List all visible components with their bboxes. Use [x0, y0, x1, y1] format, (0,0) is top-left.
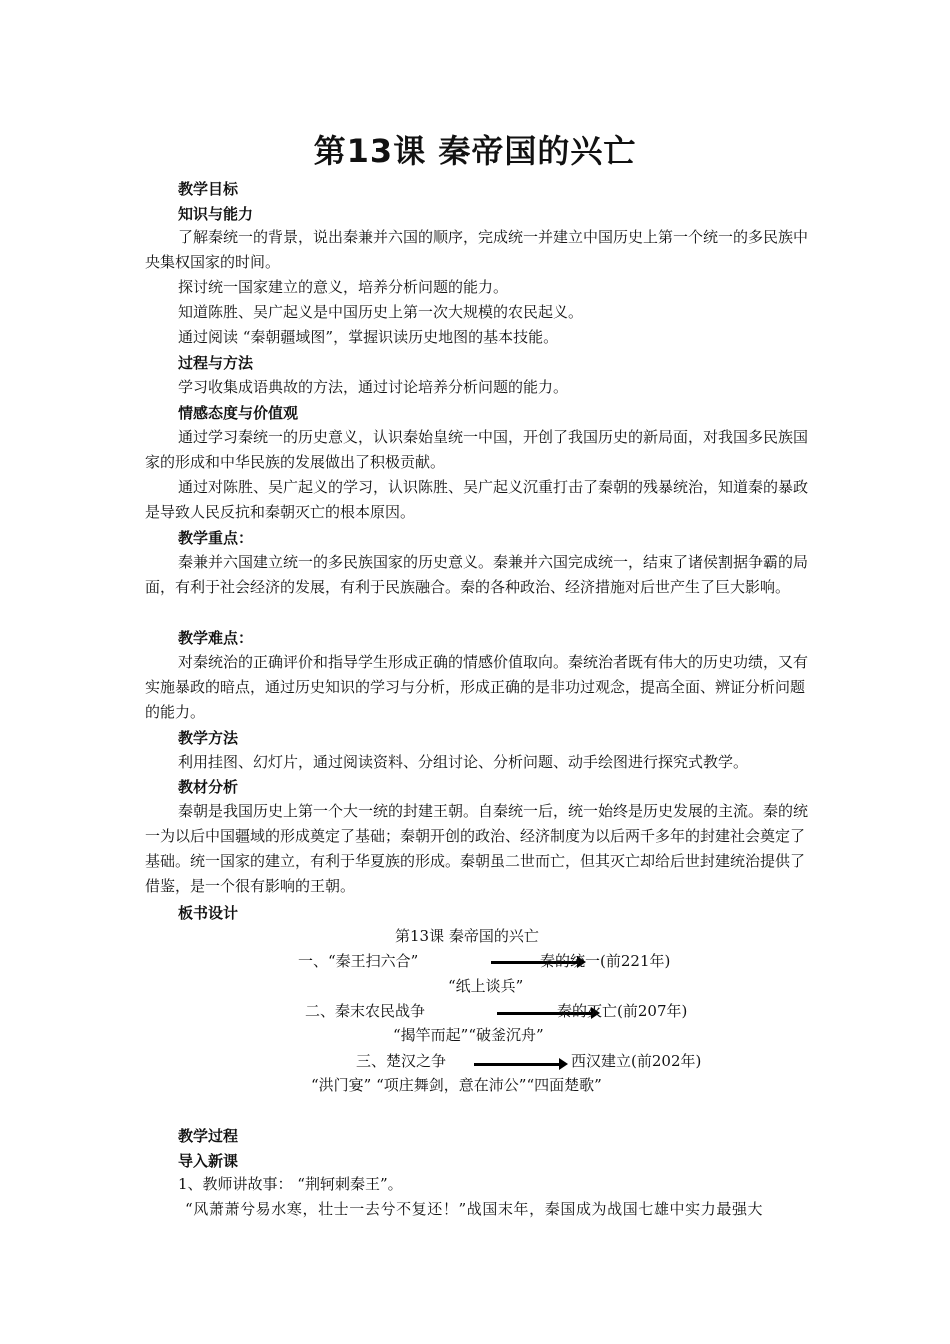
board-row-3-arrow: [474, 1063, 562, 1066]
board-row-3-right: 西汉建立(前202年): [571, 1052, 702, 1070]
board-row-1-left: 一、“秦王扫六合”: [298, 952, 419, 970]
knowledge-paragraph-2: 探讨统一国家建立的意义，培养分析问题的能力。: [178, 278, 509, 296]
intro-paragraph-1: 1、教师讲故事： “荆轲刺秦王”。: [178, 1175, 403, 1193]
board-design-heading: 板书设计: [178, 904, 239, 922]
board-row-3-sub: “洪门宴” “项庄舞剑，意在沛公”“四面楚歌”: [311, 1076, 602, 1094]
board-row-1-right: 秦的统一(前221年): [540, 952, 671, 970]
difficult-points-paragraph: 对秦统治的正确评价和指导学生形成正确的情感价值取向。秦统治者既有伟大的历史功绩，又有实施暴政的暗点，通过历史知识的学习与分析，形成正确的是非功过观念，提高全面、辨证分析问题的能力。: [145, 653, 809, 721]
process-paragraph: 学习收集成语典故的方法，通过讨论培养分析问题的能力。: [178, 378, 569, 396]
material-analysis-heading: 教材分析: [178, 778, 239, 796]
teaching-goals-heading: 教学目标: [178, 180, 239, 198]
key-points-heading: 教学重点：: [178, 529, 254, 547]
emotion-values-heading: 情感态度与价值观: [178, 404, 299, 422]
board-row-1-sub: “纸上谈兵”: [448, 977, 524, 995]
intro-paragraph-2: “风萧萧兮易水寒，壮士一去兮不复还！”战国末年，秦国成为战国七雄中实力最强大: [185, 1200, 764, 1218]
page-title: 第13课 秦帝国的兴亡: [313, 132, 637, 170]
knowledge-paragraph-4: 通过阅读 “秦朝疆域图”，掌握识读历史地图的基本技能。: [178, 328, 559, 346]
emotion-paragraph-1: 通过学习秦统一的历史意义，认识秦始皇统一中国，开创了我国历史的新局面，对我国多民族国家的形成和中华民族的发展做出了积极贡献。: [145, 428, 809, 471]
emotion-paragraph-2: 通过对陈胜、吴广起义的学习，认识陈胜、吴广起义沉重打击了秦朝的残暴统治，知道秦的暴政是导致人民反抗和秦朝灭亡的根本原因。: [145, 478, 809, 521]
board-row-2-sub: “揭竿而起”“破釜沉舟”: [393, 1026, 544, 1044]
knowledge-ability-heading: 知识与能力: [178, 205, 254, 223]
teaching-method-paragraph: 利用挂图、幻灯片，通过阅读资料、分组讨论、分析问题、动手绘图进行探究式教学。: [178, 753, 749, 771]
difficult-points-heading: 教学难点：: [178, 629, 254, 647]
board-title: 第13课 秦帝国的兴亡: [395, 927, 539, 945]
board-row-2-right: 秦的灭亡(前207年): [557, 1002, 688, 1020]
process-method-heading: 过程与方法: [178, 354, 254, 372]
key-points-paragraph: 秦兼并六国建立统一的多民族国家的历史意义。秦兼并六国完成统一，结束了诸侯割据争霸的局面，有利于社会经济的发展，有利于民族融合。秦的各种政治、经济措施对后世产生了巨大影响。: [145, 553, 809, 596]
intro-heading: 导入新课: [178, 1152, 239, 1170]
material-analysis-paragraph: 秦朝是我国历史上第一个大一统的封建王朝。自秦统一后，统一始终是历史发展的主流。秦的统一为以后中国疆域的形成奠定了基础；秦朝开创的政治、经济制度为以后两千多年的封建社会奠定了基础。统一国家的建立，有利于华夏族的形成。秦朝虽二世而亡，但其灭亡却给后世封建统治提供了借鉴，是一个很有影响的王朝。: [145, 802, 809, 895]
board-row-3-left: 三、楚汉之争: [356, 1052, 447, 1070]
teaching-process-heading: 教学过程: [178, 1127, 239, 1145]
board-row-2-left: 二、秦末农民战争: [305, 1002, 426, 1020]
knowledge-paragraph-1: 了解秦统一的背景，说出秦兼并六国的顺序，完成统一并建立中国历史上第一个统一的多民族中央集权国家的时间。: [145, 228, 809, 271]
knowledge-paragraph-3: 知道陈胜、吴广起义是中国历史上第一次大规模的农民起义。: [178, 303, 584, 321]
teaching-method-heading: 教学方法: [178, 729, 239, 747]
